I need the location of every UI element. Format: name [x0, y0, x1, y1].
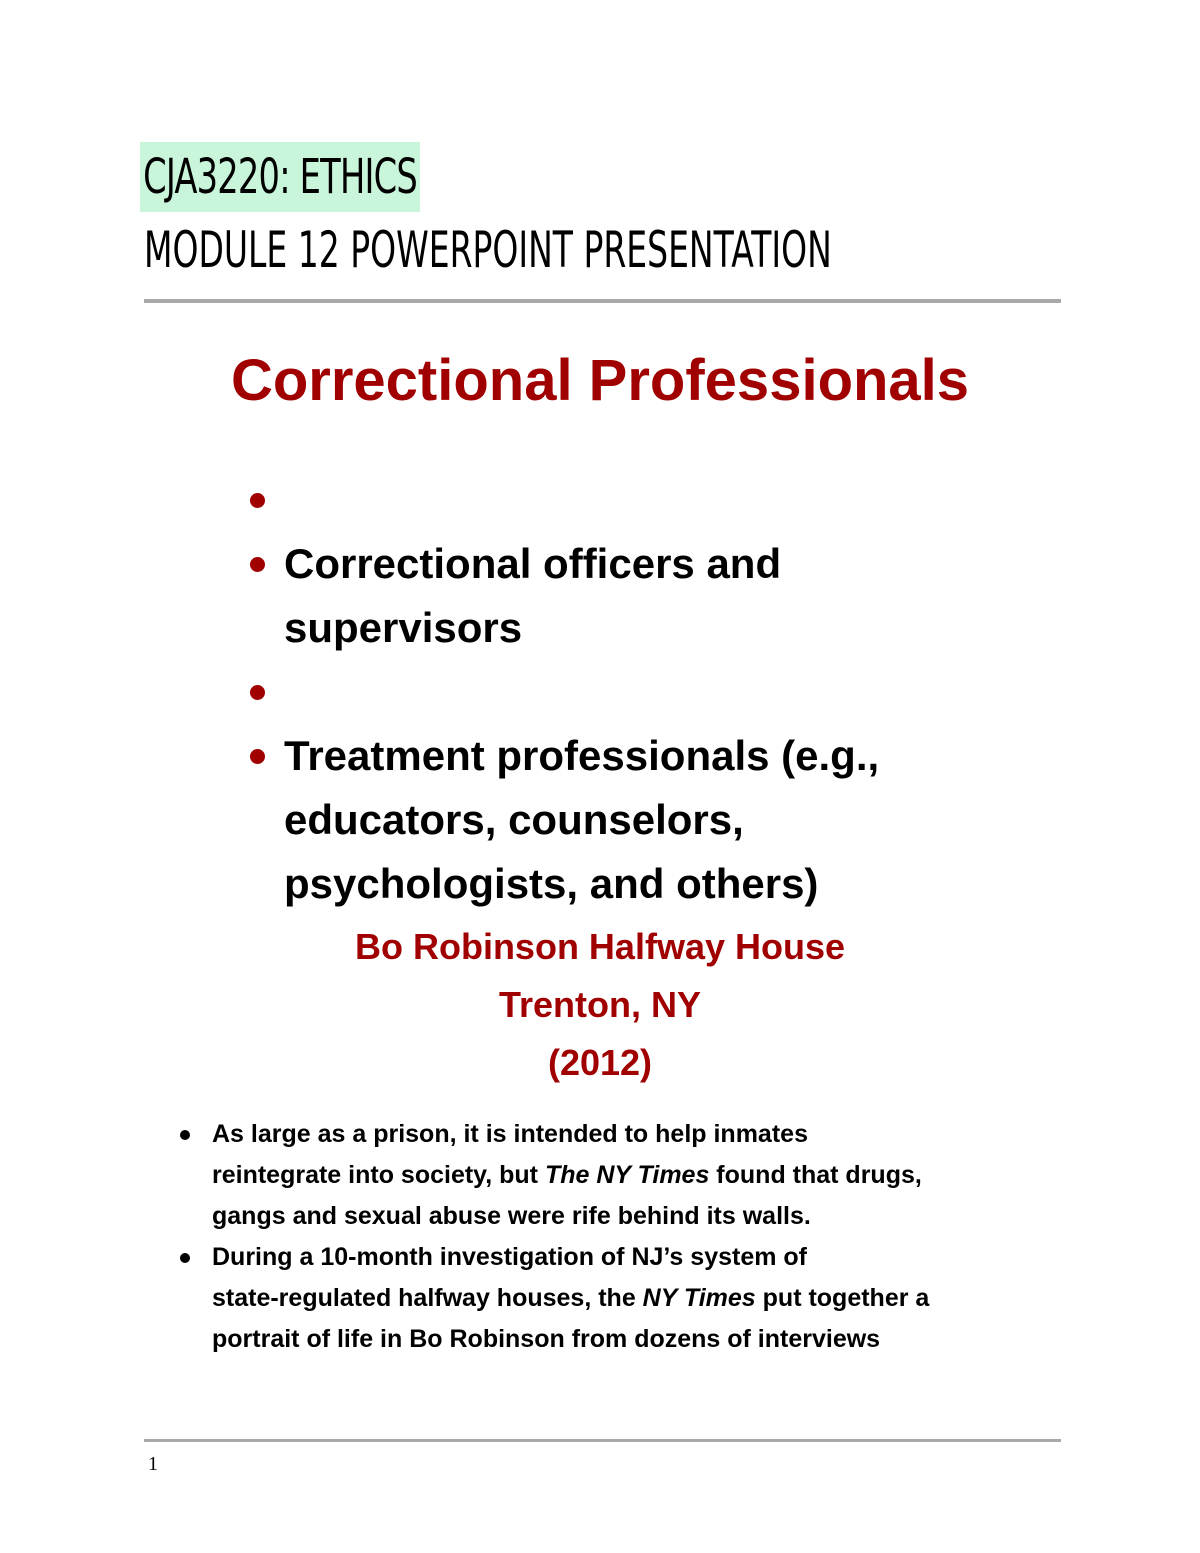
publication-name: The NY Times	[544, 1161, 710, 1189]
subtitle-line: Trenton, NY	[498, 984, 701, 1025]
bullet-line: psychologists, and others)	[284, 860, 819, 907]
note-text: found that drugs,	[709, 1161, 922, 1189]
bullet-dot-icon	[250, 493, 265, 508]
bullet-dot-icon	[180, 1130, 190, 1140]
bullet-line: Treatment professionals (e.g.,	[284, 732, 880, 779]
module-title: MODULE 12 POWERPOINT PRESENTATION	[144, 221, 832, 279]
subtitle-line: (2012)	[547, 1042, 653, 1083]
publication-name: NY Times	[642, 1284, 756, 1312]
note-text: reintegrate into society, but	[212, 1161, 545, 1189]
slide-bullet-item	[248, 724, 1008, 916]
bullet-dot-icon	[250, 685, 265, 700]
slide-bullet-list	[248, 468, 1008, 916]
bullet-dot-icon	[250, 749, 265, 764]
header-divider	[144, 299, 1061, 303]
note-line	[212, 1278, 1078, 1319]
note-line: As large as a prison, it is intended to help inmates	[212, 1120, 808, 1148]
slide-title: Correctional Professionals	[230, 348, 970, 413]
slide-bullet-item	[248, 468, 1008, 532]
note-text: state-regulated halfway houses, the	[212, 1284, 643, 1312]
page-number: 1	[148, 1453, 158, 1475]
bullet-dot-icon	[180, 1253, 190, 1263]
course-title: CJA3220: ETHICS	[140, 142, 420, 212]
bullet-dot-icon	[250, 557, 265, 572]
note-line: gangs and sexual abuse were rife behind its walls.	[212, 1202, 811, 1230]
note-item	[178, 1114, 1078, 1237]
note-line: During a 10-month investigation of NJ’s system of	[212, 1243, 807, 1271]
bullet-line: supervisors	[284, 604, 523, 651]
bullet-line: educators, counselors,	[284, 796, 744, 843]
note-item	[178, 1237, 1078, 1360]
note-line	[212, 1155, 1078, 1196]
slide-bullet-item	[248, 532, 1008, 660]
subtitle-line: Bo Robinson Halfway House	[354, 926, 846, 967]
bullet-line: Correctional officers and	[284, 540, 782, 587]
note-text: put together a	[755, 1284, 930, 1312]
slide-bullet-item	[248, 660, 1008, 724]
notes-list	[178, 1114, 1078, 1360]
note-line: portrait of life in Bo Robinson from dozens of interviews	[212, 1325, 881, 1353]
footer-divider	[144, 1439, 1061, 1442]
slide-subtitle	[0, 918, 1200, 1092]
